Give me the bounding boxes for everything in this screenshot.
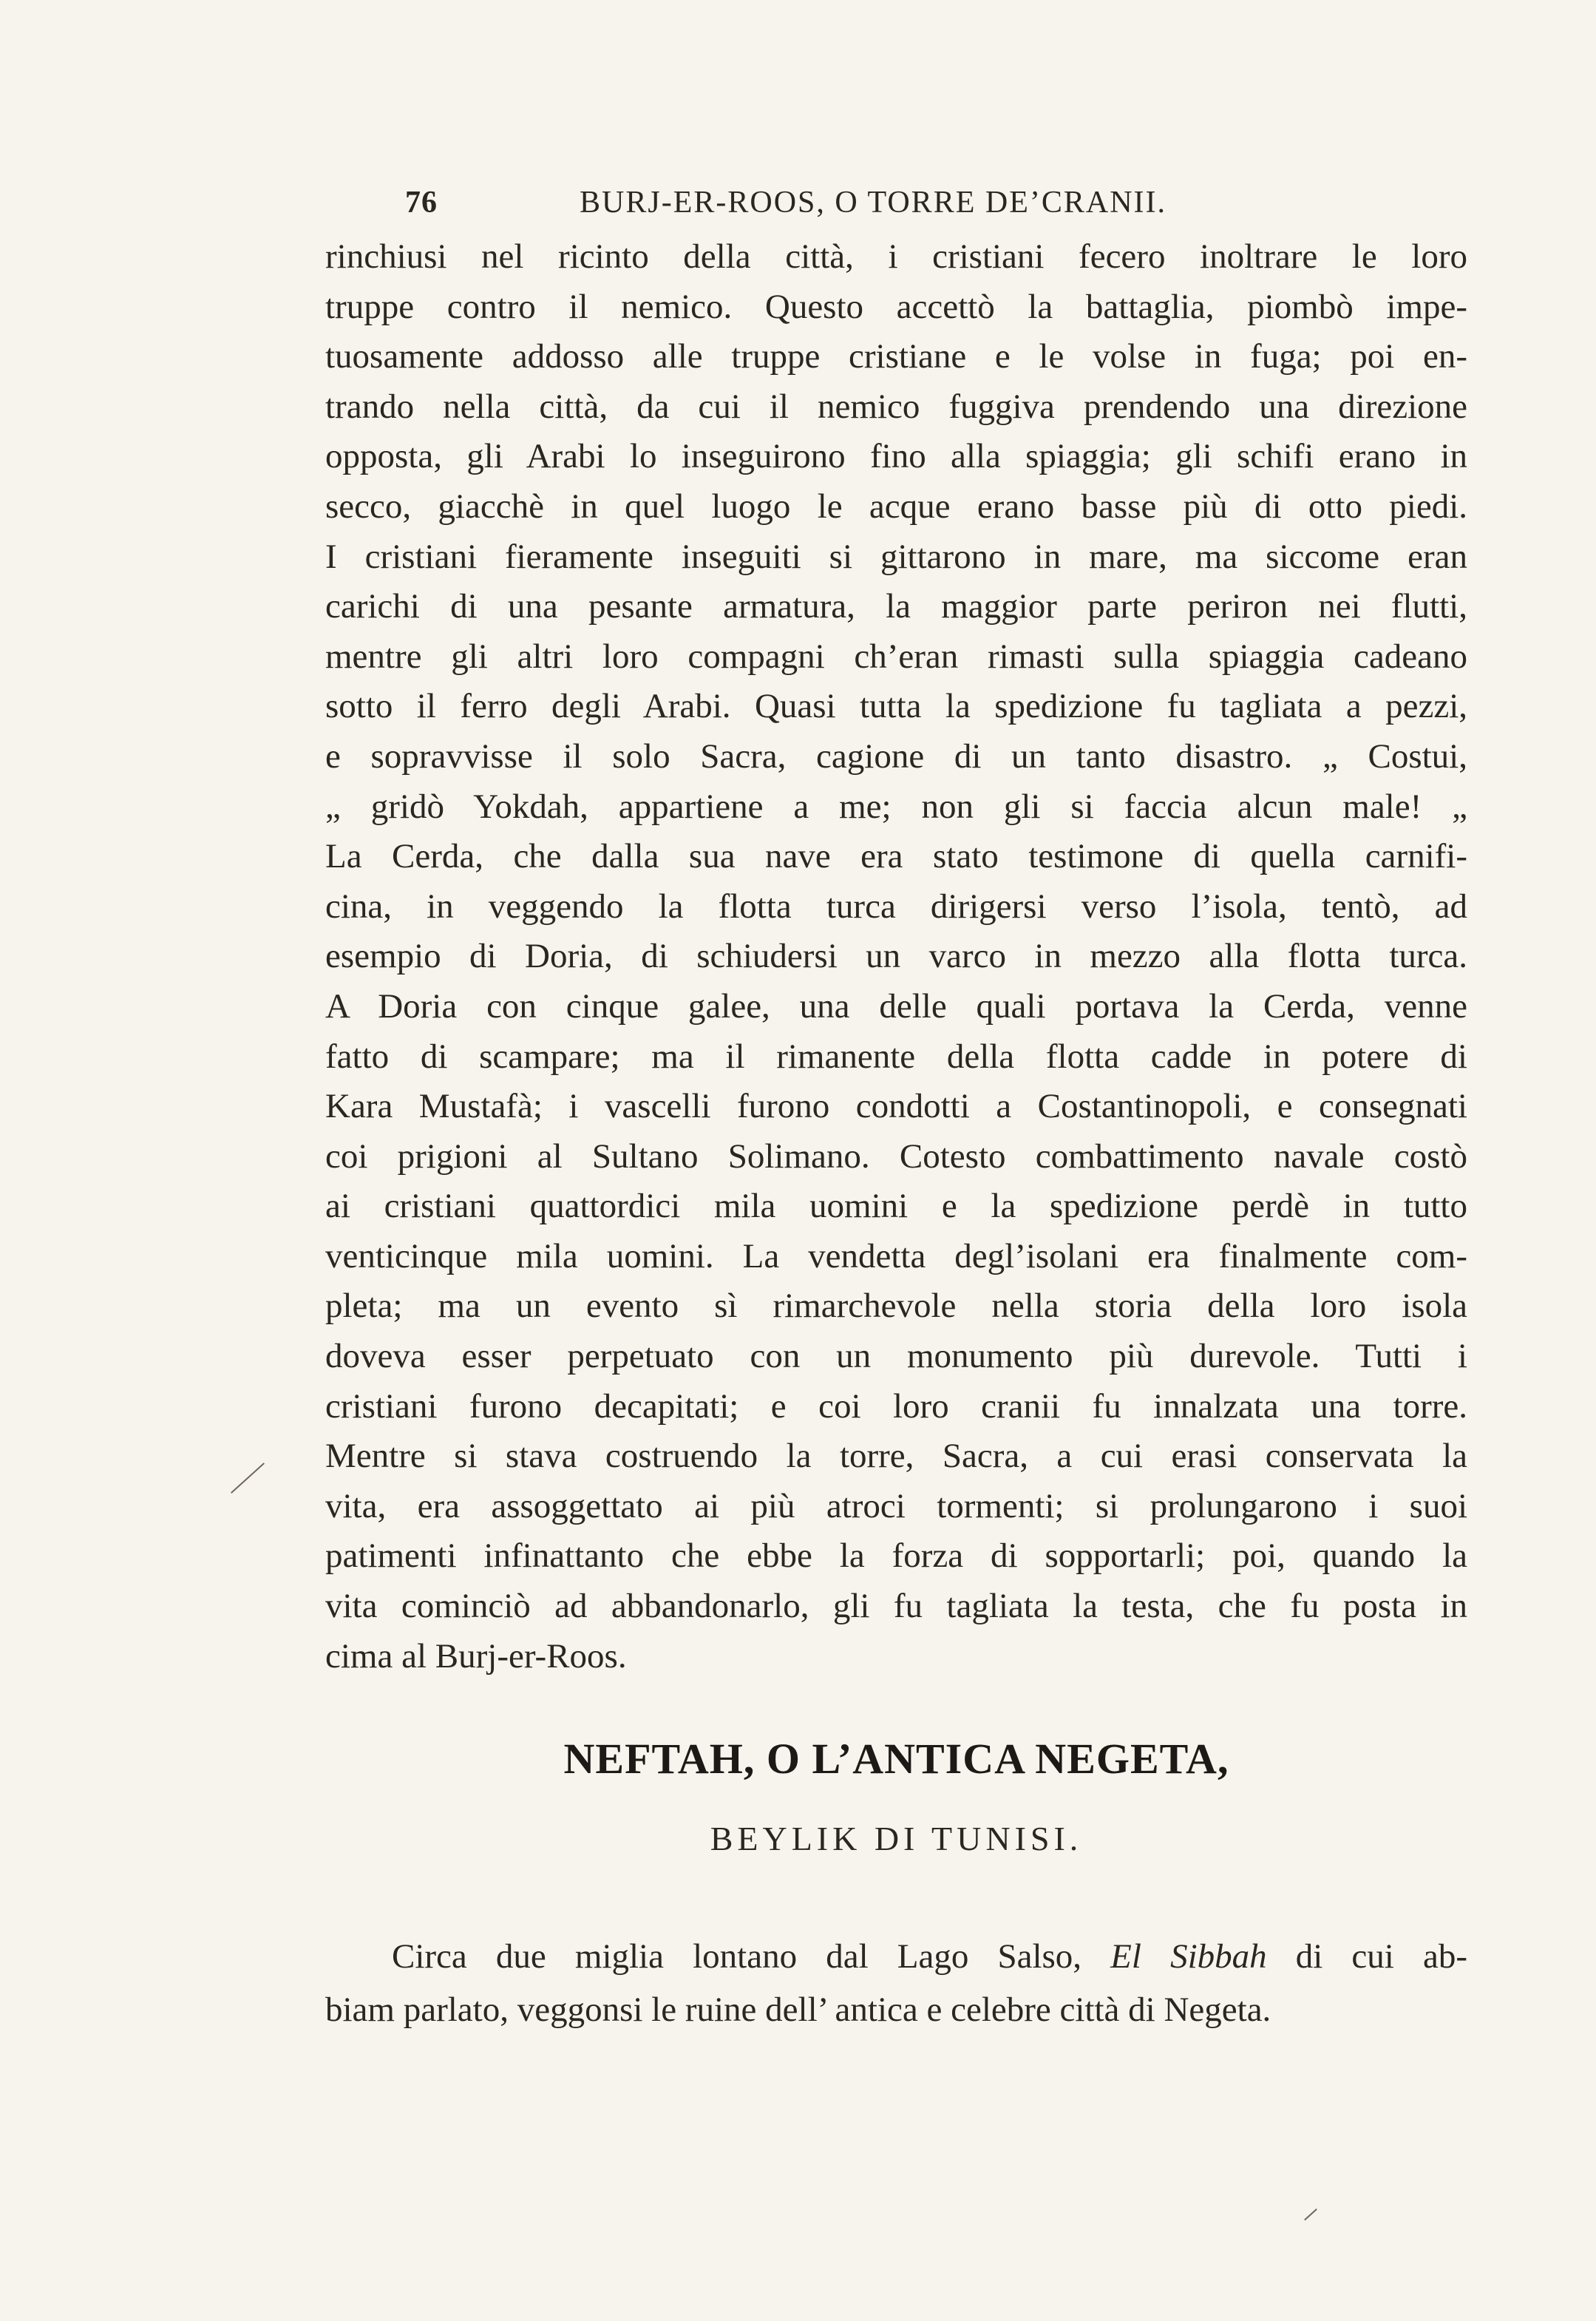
pencil-mark: [1304, 2209, 1317, 2220]
text-line: [325, 1930, 1467, 1983]
text-run: di cui ab-: [1266, 1937, 1467, 1976]
text-line: opposta, gli Arabi lo inseguirono fino alla spiaggia; gli schifi erano in: [325, 437, 1467, 476]
running-title: BURJ-ER-ROOS, O TORRE DE’CRANII.: [580, 186, 1167, 220]
text-line: carichi di una pesante armatura, la maggior parte periron nei flutti,: [325, 587, 1467, 626]
text-line: trando nella città, da cui il nemico fuggiva prendendo una direzione: [325, 387, 1467, 426]
text-line: venticinque mila uomini. La vendetta degl’isolani era finalmente com-: [325, 1236, 1467, 1275]
text-line: cima al Burj-er-Roos.: [325, 1636, 627, 1675]
text-line: doveva esser perpetuato con un monumento più durevole. Tutti i: [325, 1337, 1467, 1376]
text-line: cristiani furono decapitati; e coi loro cranii fu innalzata una torre.: [325, 1386, 1467, 1426]
text-line: Kara Mustafà; i vascelli furono condotti a Costantinopoli, e consegnati: [325, 1087, 1467, 1126]
text-line: vita cominciò ad abbandonarlo, gli fu tagliata la testa, che fu posta in: [325, 1587, 1467, 1626]
text-line: Mentre si stava costruendo la torre, Sacra, a cui erasi conservata la: [325, 1437, 1467, 1476]
pencil-mark: [231, 1463, 265, 1494]
text-line: biam parlato, veggonsi le ruine dell’ antica e celebre città di Negeta.: [325, 1990, 1271, 2029]
italic-place-name: El Sibbah: [1110, 1937, 1267, 1976]
text-line: rinchiusi nel ricinto della città, i cristiani fecero inoltrare le loro: [325, 237, 1467, 276]
section-title: NEFTAH, O L’ANTICA NEGETA,: [563, 1735, 1229, 1783]
text-line: truppe contro il nemico. Questo accettò la battaglia, piombò impe-: [325, 287, 1467, 326]
section-subtitle: BEYLIK DI TUNISI.: [710, 1820, 1083, 1857]
text-line: „ gridò Yokdah, appartiene a me; non gli si faccia alcun male! „: [325, 787, 1467, 826]
text-run: Circa due miglia lontano dal Lago Salso,: [392, 1937, 1111, 1976]
text-line: fatto di scampare; ma il rimanente della flotta cadde in potere di: [325, 1037, 1467, 1076]
text-line: vita, era assoggettato ai più atroci tormenti; si prolungarono i suoi: [325, 1486, 1467, 1525]
text-line: A Doria con cinque galee, una delle quali portava la Cerda, venne: [325, 986, 1467, 1026]
text-line: La Cerda, che dalla sua nave era stato testimone di quella carnifi-: [325, 837, 1467, 876]
text-line: secco, giacchè in quel luogo le acque erano basse più di otto piedi.: [325, 487, 1467, 526]
text-line: esempio di Doria, di schiudersi un varco in mezzo alla flotta turca.: [325, 937, 1467, 976]
text-line: pleta; ma un evento sì rimarchevole nella storia della loro isola: [325, 1287, 1467, 1326]
page-header: [325, 180, 1467, 232]
text-line: ai cristiani quattordici mila uomini e la spedizione perdè in tutto: [325, 1187, 1467, 1226]
text-line: cina, in veggendo la flotta turca dirigersi verso l’isola, tentò, ad: [325, 887, 1467, 926]
text-line: I cristiani fieramente inseguiti si gittarono in mare, ma siccome eran: [325, 537, 1467, 576]
text-line: e sopravvisse il solo Sacra, cagione di un tanto disastro. „ Costui,: [325, 736, 1467, 776]
body-paragraph: [325, 232, 1467, 1681]
text-line: patimenti infinattanto che ebbe la forza di sopportarli; poi, quando la: [325, 1536, 1467, 1576]
text-line: tuosamente addosso alle truppe cristiane e le volse in fuga; poi en-: [325, 337, 1467, 376]
text-line: mentre gli altri loro compagni ch’eran rimasti sulla spiaggia cadeano: [325, 637, 1467, 676]
section-paragraph: [325, 1930, 1467, 2036]
text-line: sotto il ferro degli Arabi. Quasi tutta la spedizione fu tagliata a pezzi,: [325, 687, 1467, 726]
page-number: 76: [405, 186, 438, 220]
text-line: coi prigioni al Sultano Solimano. Cotesto combattimento navale costò: [325, 1136, 1467, 1176]
